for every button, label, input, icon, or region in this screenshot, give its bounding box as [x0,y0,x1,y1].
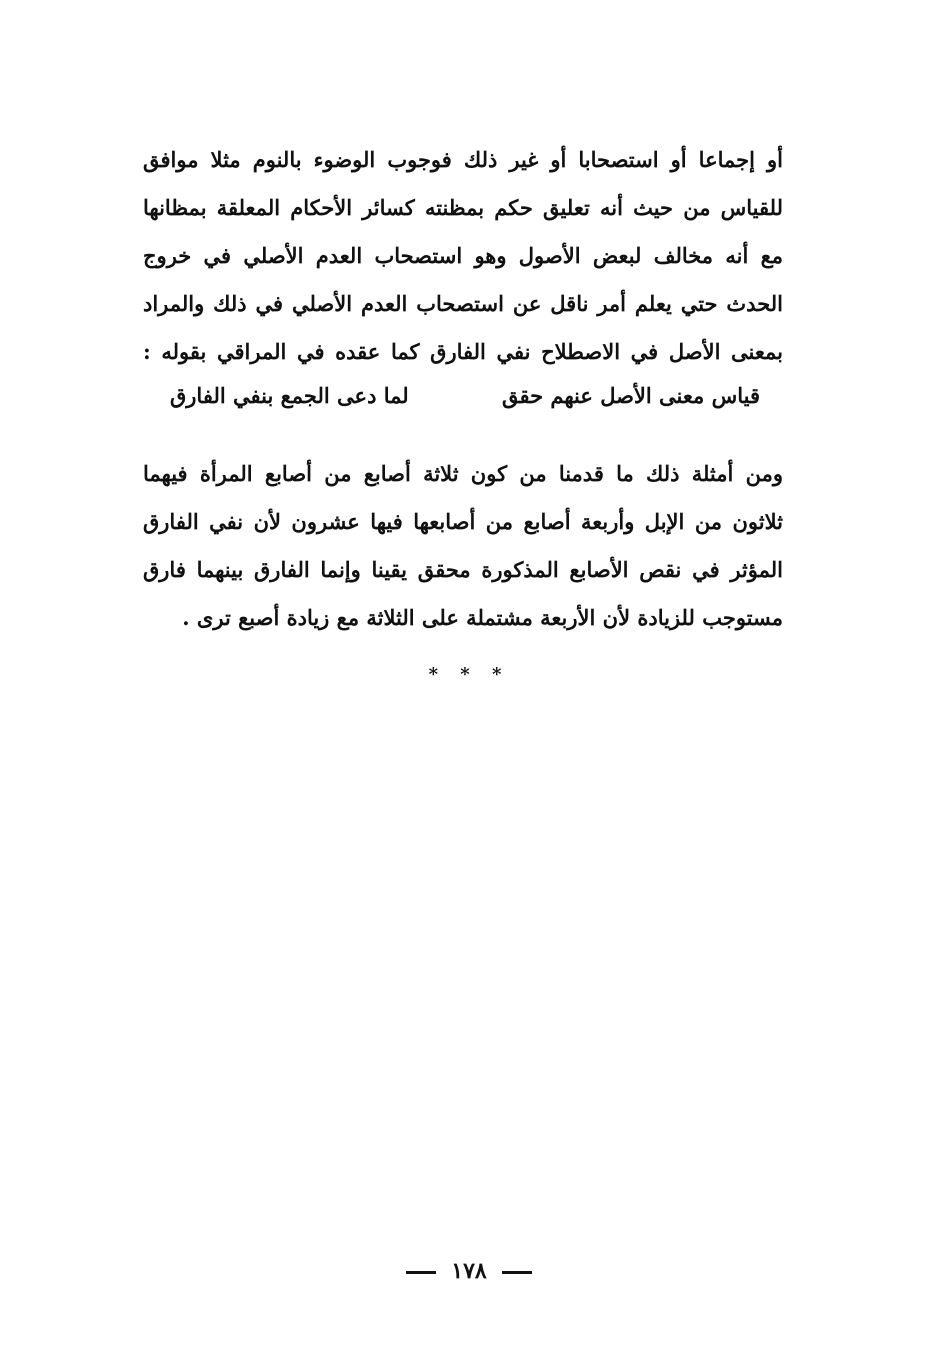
paragraph-line: بمعنى الأصل في الاصطلاح نفي الفارق كما عقده في المراقي بقوله : [143,339,783,364]
paragraph-line: الحدث حتي يعلم أمر ناقل عن استصحاب العدم الأصلي في ذلك والمراد [143,291,783,316]
page-number-footer [0,1258,938,1284]
verse-first-hemistich: قياس معنى الأصل عنهم حقق [501,383,760,408]
paragraph-line: للقياس من حيث أنه تعليق حكم بمظنته كسائر الأحكام المعلقة بمظانها [143,195,783,220]
paragraph-line: المؤثر في نقص الأصابع المذكورة محقق يقينا وإنما الفارق بينهما فارق [143,557,783,582]
page-number: ١٧٨ [451,1258,487,1284]
paragraph-line: مستوجب للزيادة لأن الأربعة مشتملة على الثلاثة مع زيادة أصبع ترى . [182,605,783,630]
poetry-verse [160,372,760,420]
paragraph-line: ثلاثون من الإبل وأربعة أصابع من أصابعها فيها عشرون لأن نفي الفارق [143,509,783,534]
verse-second-hemistich: لما دعى الجمع بنفي الفارق [170,383,409,408]
paragraph-line: مع أنه مخالف لبعض الأصول وهو استصحاب العدم الأصلي في خروج [143,243,783,268]
section-separator: * * * [428,664,510,685]
paragraph-line: أو إجماعا أو استصحابا أو غير ذلك فوجوب الوضوء بالنوم مثلا موافق [143,147,783,172]
paragraph-line: ومن أمثلة ذلك ما قدمنا من كون ثلاثة أصابع من أصابع المرأة فيهما [143,461,783,486]
paragraph-1 [143,136,783,376]
dash-decoration [502,1271,532,1274]
paragraph-2 [143,450,783,642]
dash-decoration [406,1271,436,1274]
